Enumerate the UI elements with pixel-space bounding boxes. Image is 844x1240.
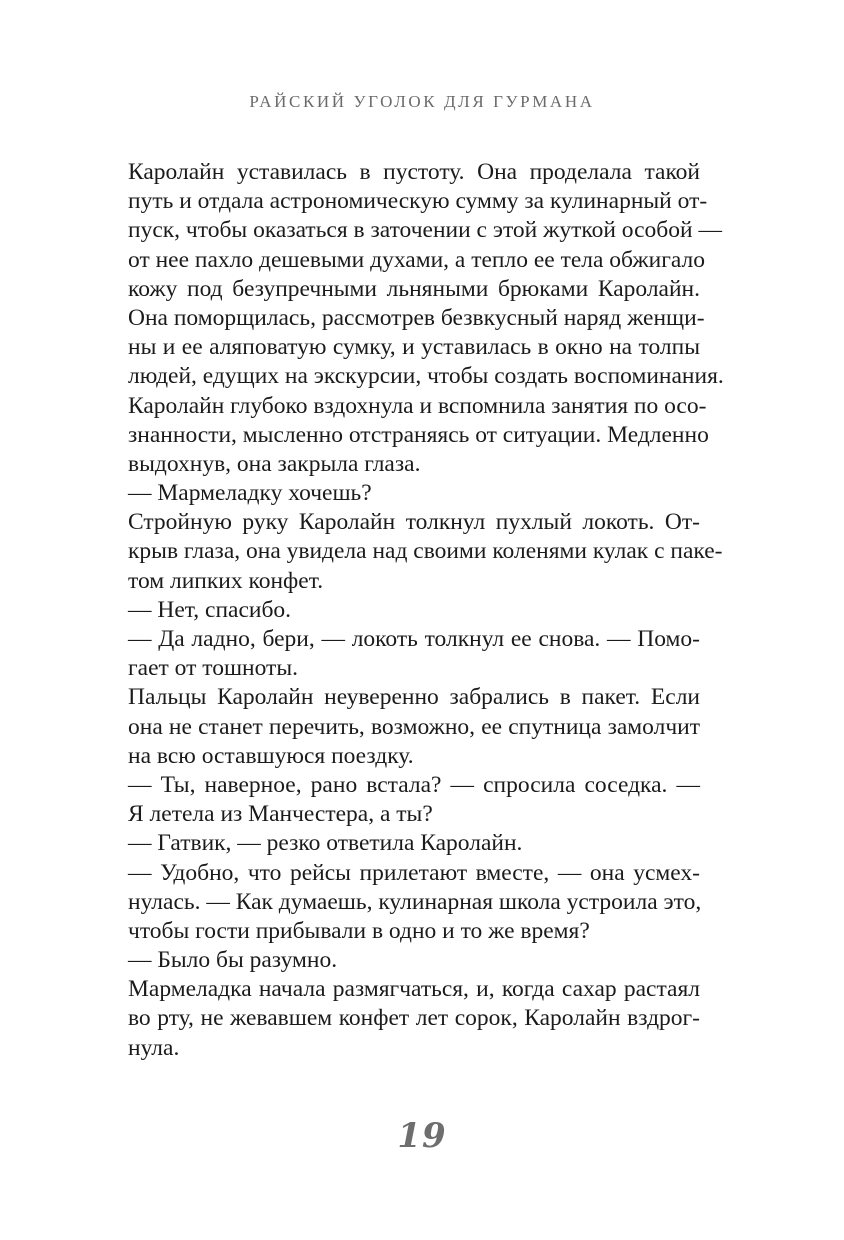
text-line: чтобы гости прибывали в одно и то же время? [128,917,590,944]
running-head: РАЙСКИЙ УГОЛОК ДЛЯ ГУРМАНА [249,92,595,111]
text-line: — Мармеладку хочешь? [128,480,372,507]
text-line: от нее пахло дешевыми духами, а тепло ее тела обжигало [128,246,705,273]
text-line: Я летела из Манчестера, а ты? [128,801,433,828]
text-line: Она поморщилась, рассмотрев безвкусный наряд женщи- [128,304,705,331]
text-line: нулась. — Как думаешь, кулинарная школа устроила это, [128,888,702,915]
text-line: знанности, мысленно отстраняясь от ситуации. Медленно [128,421,709,448]
text-line: Каролайн глубоко вздохнула и вспомнила занятия по осо- [128,392,707,419]
text-line: — Было бы разумно. [128,947,338,974]
text-line: людей, едущих на экскурсии, чтобы создать воспоминания. [128,363,724,390]
text-line: том липких конфет. [128,567,324,594]
text-line: во рту, не жевавшем конфет лет сорок, Каролайн вздрог- [128,1005,700,1032]
text-line: — Гатвик, — резко ответила Каролайн. [128,830,523,857]
text-line: — Удобно, что рейсы прилетают вместе, — она усмех- [128,859,700,886]
text-line: на всю оставшуюся поездку. [128,742,414,769]
text-line: — Нет, спасибо. [128,596,292,623]
text-line: — Да ладно, бери, — локоть толкнул ее снова. — Помо- [128,626,700,652]
text-line: она не станет перечить, возможно, ее спутница замолчит [128,713,700,740]
text-line: крыв глаза, она увидела над своими коленями кулак с паке- [128,538,723,565]
text-line: Мармеладка начала размягчаться, и, когда сахар растаял [128,976,700,1003]
text-line: Каролайн уставилась в пустоту. Она проделала такой [128,159,700,185]
text-line: Стройную руку Каролайн толкнул пухлый локоть. От- [128,509,700,536]
text-line: гает от тошноты. [128,655,298,682]
text-line: нула. [128,1034,180,1061]
text-line: выдохнув, она закрыла глаза. [128,450,421,477]
text-line: ны и ее аляповатую сумку, и уставилась в окно на толпы [128,334,700,361]
text-line: пуск, чтобы оказаться в заточении с этой жуткой особой — [128,217,722,244]
text-line: Пальцы Каролайн неуверенно забрались в пакет. Если [128,684,700,711]
page-number: 19 [397,1116,447,1156]
body-text [128,158,724,1063]
text-line: кожу под безупречными льняными брюками Каролайн. [128,275,700,302]
text-line: путь и отдала астрономическую сумму за кулинарный от- [128,188,708,215]
text-line: — Ты, наверное, рано встала? — спросила соседка. — [128,771,700,798]
